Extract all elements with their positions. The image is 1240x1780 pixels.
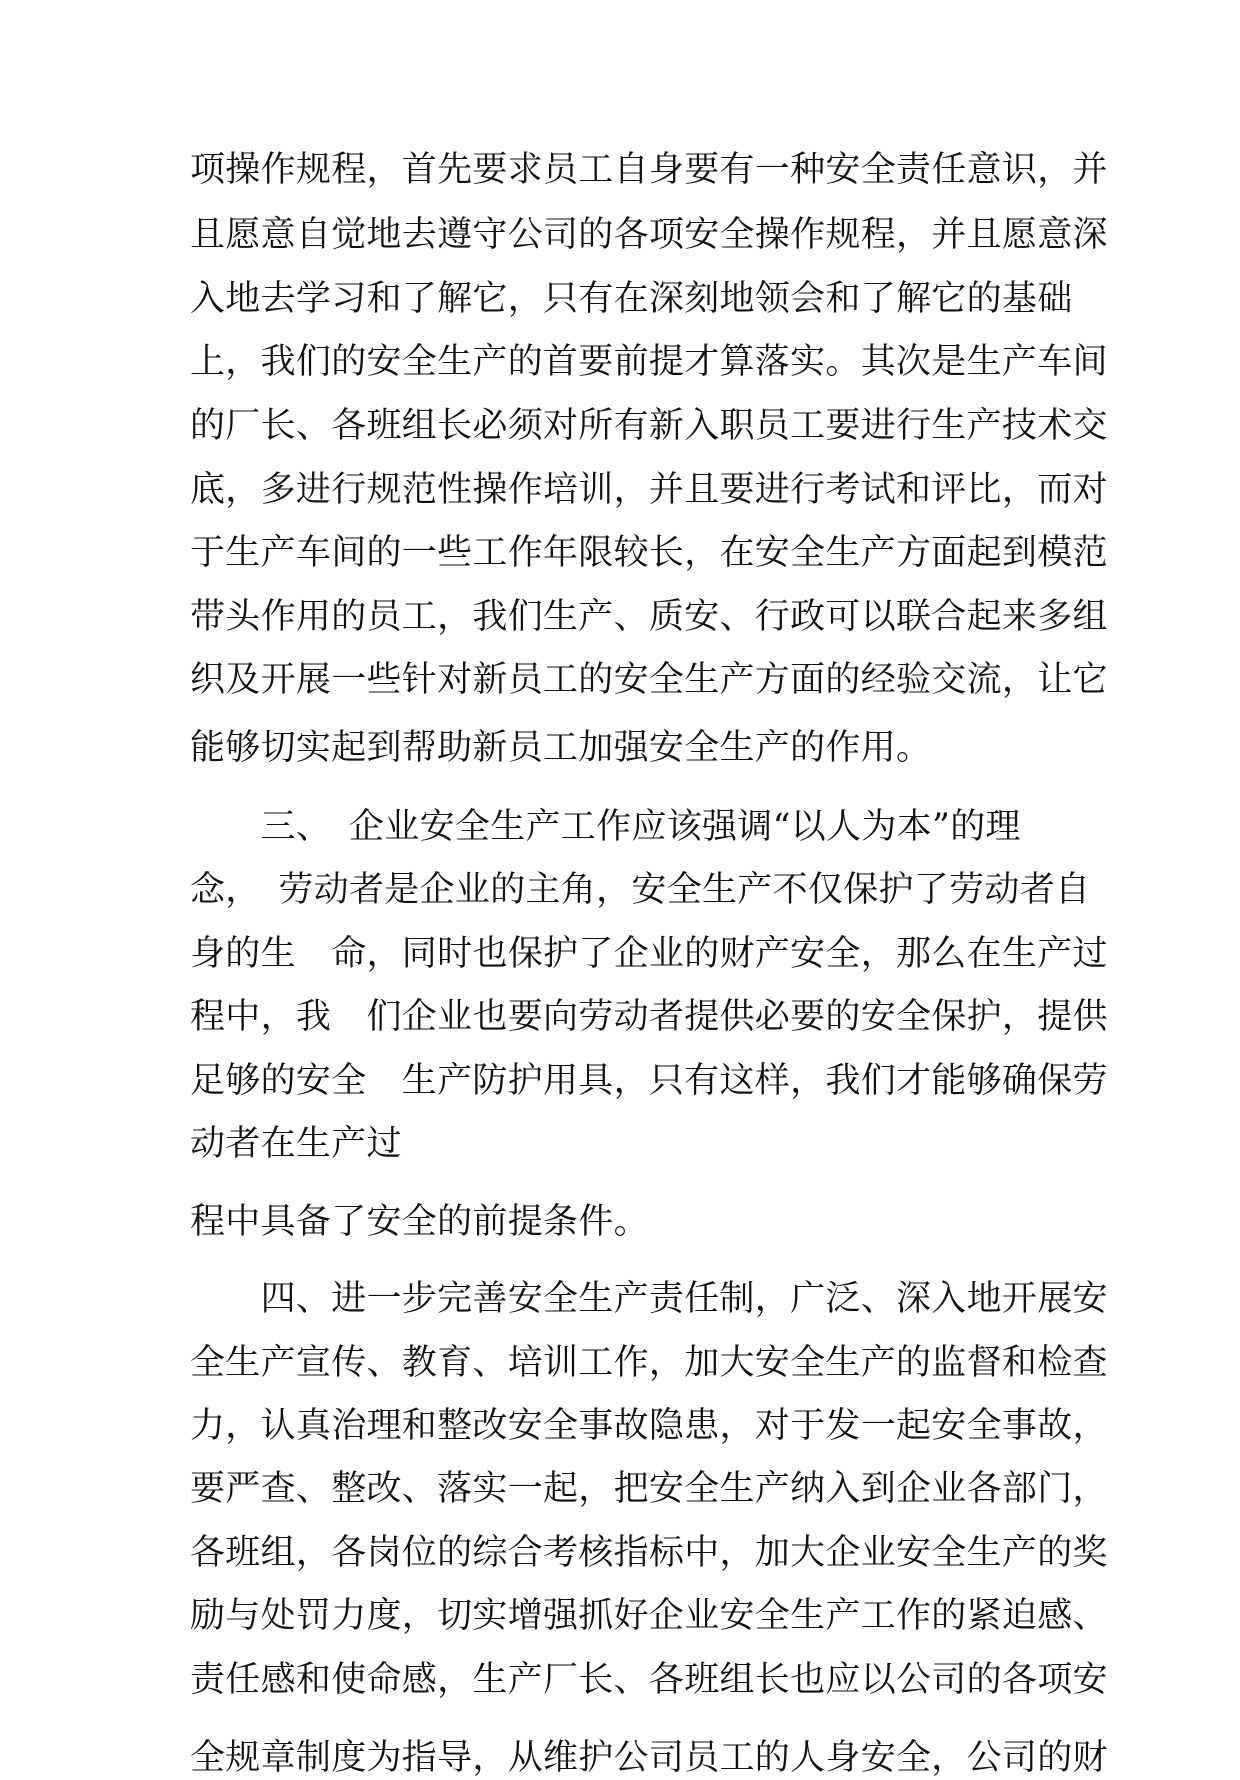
text-line: 全生产宣传、教育、培训工作，加大安全生产的监督和检查 <box>190 1343 1108 1383</box>
text-line: 念， 劳动者是企业的主角，安全生产不仅保护了劳动者自 <box>190 870 1091 910</box>
text-line: 程中，我 们企业也要向劳动者提供必要的安全保护，提供 <box>190 997 1108 1037</box>
text-line: 带头作用的员工，我们生产、质安、行政可以联合起来多组 <box>190 597 1108 637</box>
text-line: 各班组，各岗位的综合考核指标中，加大企业安全生产的奖 <box>190 1533 1108 1573</box>
text-line: 项操作规程，首先要求员工自身要有一种安全责任意识，并 <box>190 150 1108 190</box>
text-line: 足够的安全 生产防护用具，只有这样，我们才能够确保劳 <box>190 1061 1108 1101</box>
text-line: 责任感和使命感，生产厂长、各班组长也应以公司的各项安 <box>190 1660 1108 1700</box>
text-line: 动者在生产过 <box>190 1124 402 1164</box>
text-line: 四、进一步完善安全生产责任制，广泛、深入地开展安 <box>190 1279 1108 1319</box>
text-line: 能够切实起到帮助新员工加强安全生产的作用。 <box>190 728 932 768</box>
text-line: 全规章制度为指导，从维护公司员工的人身安全，公司的财 <box>190 1738 1108 1778</box>
text-line: 且愿意自觉地去遵守公司的各项安全操作规程，并且愿意深 <box>190 215 1108 255</box>
text-line: 入地去学习和了解它，只有在深刻地领会和了解它的基础 <box>190 279 1073 319</box>
text-line: 底，多进行规范性操作培训，并且要进行考试和评比，而对 <box>190 470 1108 510</box>
text-line: 励与处罚力度，切实增强抓好企业安全生产工作的紧迫感、 <box>190 1596 1108 1636</box>
text-line: 身的生 命，同时也保护了企业的财产安全，那么在生产过 <box>190 934 1108 974</box>
text-line: 力，认真治理和整改安全事故隐患，对于发一起安全事故， <box>190 1406 1108 1446</box>
text-line: 程中具备了安全的前提条件。 <box>190 1202 649 1242</box>
text-line: 上，我们的安全生产的首要前提才算落实。其次是生产车间 <box>190 342 1108 382</box>
text-line: 要严查、整改、落实一起，把安全生产纳入到企业各部门， <box>190 1469 1108 1509</box>
text-line: 于生产车间的一些工作年限较长，在安全生产方面起到模范 <box>190 533 1108 573</box>
text-line: 三、 企业安全生产工作应该强调“以人为本”的理 <box>190 807 1021 847</box>
text-line: 织及开展一些针对新员工的安全生产方面的经验交流，让它 <box>190 660 1108 700</box>
text-line: 的厂长、各班组长必须对所有新入职员工要进行生产技术交 <box>190 406 1108 446</box>
